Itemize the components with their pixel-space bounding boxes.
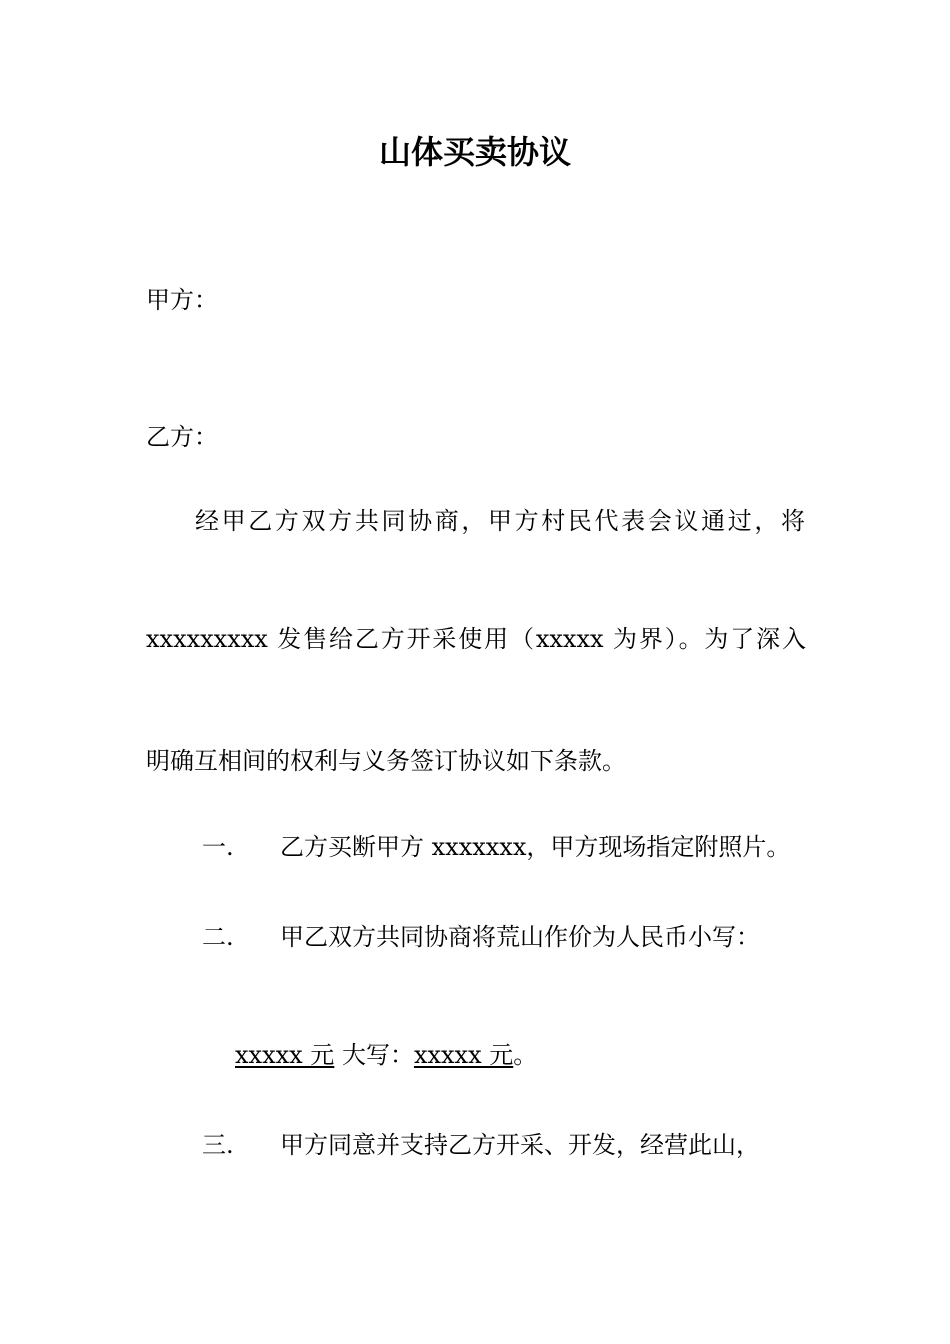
price-line — [235, 1040, 537, 1070]
preamble-line-2: xxxxxxxxx 发售给乙方开采使用（xxxxx 为界）。为了深入 — [146, 625, 806, 653]
clause-number: 三. — [202, 1131, 234, 1159]
clause-text: 甲乙双方共同协商将荒山作价为人民币小写： — [280, 923, 760, 951]
party-a-label: 甲方： — [146, 286, 218, 314]
price-small-amount: xxxxx 元 — [235, 1041, 335, 1069]
clause-1 — [202, 832, 790, 862]
clause-3 — [202, 1130, 760, 1160]
preamble-line-3: 明确互相间的权利与义务签订协议如下条款。 — [146, 747, 626, 775]
preamble-line-1: 经甲乙方双方共同协商，甲方村民代表会议通过，将 — [195, 507, 805, 535]
clause-text: 甲方同意并支持乙方开采、开发，经营此山， — [280, 1131, 760, 1159]
clause-number: 二. — [202, 923, 234, 951]
price-capital-amount: xxxxx 元 — [413, 1041, 514, 1069]
document-title: 山体买卖协议 — [378, 133, 571, 171]
party-b-label: 乙方： — [146, 423, 218, 451]
price-capital-label: 大写： — [334, 1041, 414, 1069]
clause-number: 一. — [202, 833, 234, 861]
clause-2 — [202, 922, 760, 952]
clause-text: 乙方买断甲方 xxxxxxx，甲方现场指定附照片。 — [280, 833, 791, 861]
price-end-mark: 。 — [513, 1041, 538, 1069]
